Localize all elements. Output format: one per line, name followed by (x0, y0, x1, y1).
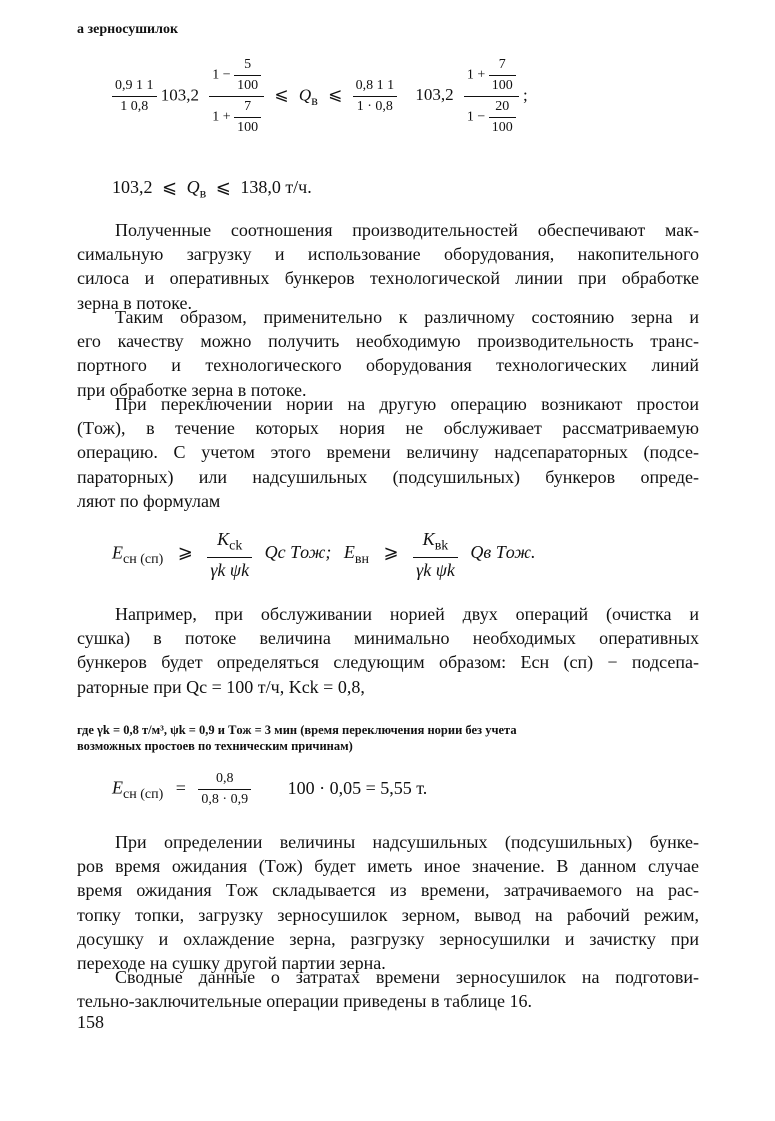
fraction-denominator: 1 0,8 (120, 99, 149, 114)
text-line: переходе на сушку другой партии зерна. (77, 953, 386, 974)
formula-end: ; (522, 85, 528, 105)
variable-q: Q (298, 85, 312, 105)
relation-symbol: = (175, 777, 186, 798)
note-line: где γk = 0,8 т/м³, ψk = 0,9 и Tож = 3 мин (время переключения нории без учета (77, 723, 517, 737)
variable-subscript: вk (434, 538, 449, 554)
page-number: 158 (77, 1012, 104, 1032)
formula-4-tail: 100 · 0,05 = 5,55 т. (287, 777, 428, 798)
fraction-denominator: 0,8 · 0,9 (201, 792, 249, 807)
variable-q: Q (186, 177, 200, 197)
running-head: а зерносушилок (77, 22, 179, 37)
text-line: его качеству можно получить необходимую производительность транс- (77, 331, 699, 352)
formula-3 (112, 530, 536, 579)
variable-subscript: вн (354, 552, 370, 568)
text-line: портного и технологического оборудования технологических линий (77, 355, 699, 376)
fraction-numerator: K (217, 529, 230, 549)
variable-subscript: в (311, 93, 318, 109)
formula-2-upper: 138,0 т/ч. (240, 177, 312, 197)
variable-subscript: в (199, 186, 207, 202)
fraction-numerator: 1 − $\frac{5}{100}$ (209, 58, 264, 93)
paragraph-2 (77, 305, 699, 402)
fraction-denominator: 1 − $\frac{20}{100}$ (464, 100, 519, 135)
paragraph-4 (77, 602, 699, 699)
fraction-numerator: 0,8 (215, 771, 234, 786)
paragraph-1 (77, 218, 699, 315)
text-line: Например, при обслуживании норией двух операций (очистка и (115, 604, 699, 624)
text-line: топку топки, загрузку зерносушилок зерном, вывод на рабочий режим, (77, 904, 699, 925)
formula-3-fraction-2 (413, 530, 458, 579)
text-line: параторных) или надсушильных (подсушильных) бункеров опреде- (77, 466, 699, 487)
text-line: раторные при Qc = 100 т/ч, Kck = 0,8, (77, 676, 365, 697)
formula-1-rhs-coef: 103,2 (415, 85, 454, 105)
fraction-numerator: 0,8 1 1 (355, 78, 395, 93)
variable-e: E (112, 777, 123, 798)
formula-1-lhs-coef: 103,2 (160, 85, 199, 105)
text-line: симальную загрузку и использование оборудования, накопительного (77, 244, 699, 265)
text-line: зерна в потоке. (77, 292, 193, 313)
text-line: тельно-заключительные операции приведены в таблице 16. (77, 991, 533, 1012)
fraction-numerator: 1 + $\frac{7}{100}$ (464, 58, 519, 93)
variable-e: E (112, 542, 123, 563)
formula-1-lhs-factor (112, 79, 157, 114)
formula-4-fraction (198, 772, 251, 807)
formula-3-tail-1: Qc Tож; (264, 542, 332, 563)
text-line: ров время ожидания (Tож) будет иметь иное значение. В данном случае (77, 856, 699, 877)
text-line: операцию. С учетом этого времени величину надсепараторных (подсе- (77, 442, 699, 463)
text-line: ляют по формулам (77, 490, 221, 511)
formula-3-fraction-1 (207, 530, 252, 579)
paragraph-3 (77, 392, 699, 513)
text-line: (Tож), в течение которых нория не обслуживает рассматриваемую (77, 418, 699, 439)
fraction-numerator: 0,9 1 1 (115, 78, 154, 93)
paragraph-5 (77, 830, 699, 975)
text-line: Таким образом, применительно к различному состоянию зерна и (115, 307, 699, 327)
note-line: возможных простоев по техническим причинам) (77, 739, 353, 753)
fraction-denominator: γk ψk (416, 559, 455, 580)
fraction-denominator: 1 + $\frac{7}{100}$ (209, 100, 264, 135)
formula-2 (112, 178, 312, 202)
fraction-numerator: K (422, 529, 435, 549)
text-line: сушка) в потоке величина минимально необходимых оперативных (77, 628, 699, 649)
formula-3-tail-2: Qв Tож. (470, 542, 536, 563)
variable-e: E (343, 542, 355, 563)
fraction-denominator: γk ψk (210, 559, 250, 580)
relation-symbol: ⩽ (162, 177, 178, 197)
note (77, 722, 707, 754)
variable-subscript: сн (сп) (123, 787, 164, 803)
text-line: при обработке зерна в потоке. (77, 379, 307, 400)
relation-symbol: ⩽ (328, 85, 343, 105)
text-line: время ожидания Tож складывается из времени, затрачиваемого на рас- (77, 880, 699, 901)
text-line: При переключении нории на другую операцию возникают простои (115, 394, 699, 414)
relation-symbol: ⩽ (274, 85, 289, 105)
text-line: При определении величины надсушильных (подсушильных) бунке- (115, 832, 699, 852)
paragraph-6 (77, 965, 699, 1013)
text-line: Сводные данные о затратах времени зерносушилок на подготови- (115, 967, 699, 987)
text-line: бункеров будет определяться следующим образом: Eсн (сп) − подсепа- (77, 652, 699, 673)
formula-1-rhs-factor (353, 79, 398, 114)
variable-subscript: сн (сп) (123, 552, 164, 568)
relation-symbol: ⩽ (215, 177, 231, 197)
text-line: Полученные соотношения производительностей обеспечивают мак- (115, 220, 699, 240)
text-line: силоса и оперативных бункеров технологической линии при обработке (77, 268, 699, 289)
relation-symbol: ⩾ (383, 542, 399, 563)
text-line: досушку и охлаждение зерна, разгрузку зерносушилки и зачистку при (77, 928, 699, 949)
formula-1-rhs-fraction (464, 58, 519, 135)
formula-1-lhs-fraction (209, 58, 264, 135)
relation-symbol: ⩾ (177, 542, 193, 563)
variable-subscript: ck (229, 538, 243, 554)
formula-1 (112, 58, 528, 135)
formula-4 (112, 772, 427, 807)
formula-2-lower: 103,2 (112, 177, 153, 197)
fraction-denominator: 1 · 0,8 (356, 99, 393, 114)
